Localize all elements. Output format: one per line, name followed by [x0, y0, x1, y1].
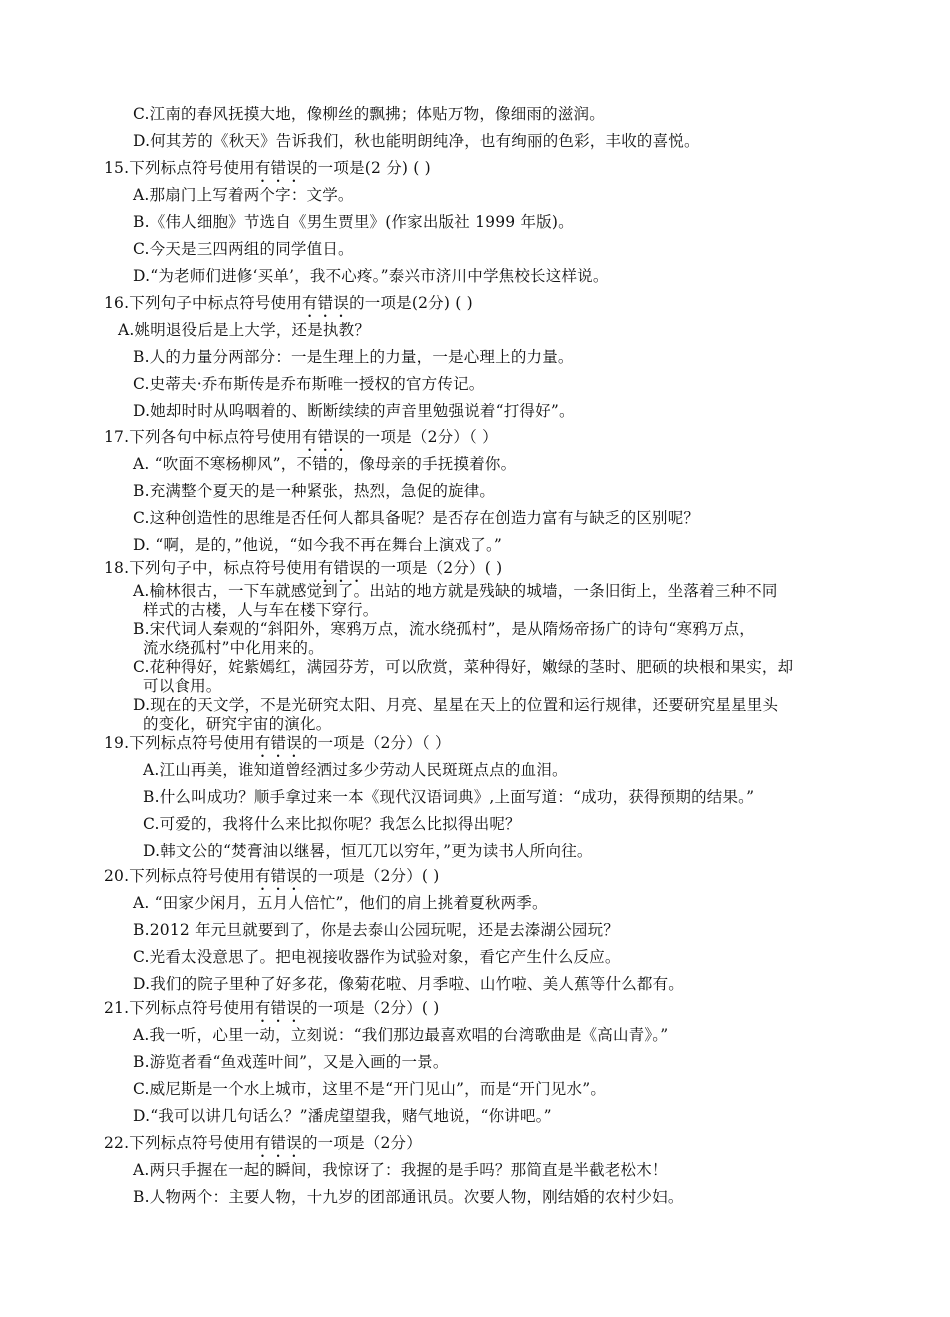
option-line — [133, 974, 684, 994]
option-line — [133, 347, 574, 367]
line-text: B.人的力量分两部分：一是生理上的力量，一是心理上的力量。 — [133, 348, 574, 366]
option-line — [133, 1160, 668, 1180]
option-line — [133, 131, 700, 151]
line-text: B.游览者看“鱼戏莲叶间”，又是入画的一景。 — [133, 1053, 449, 1071]
emphasized-text: 有错误 — [301, 428, 350, 446]
line-text: 17.下列各句中标点符号使用 — [104, 428, 302, 446]
line-text: D. “啊，是的，”他说，“如今我不再在舞台上演戏了。” — [133, 536, 503, 554]
option-line — [133, 1079, 606, 1099]
question-line — [104, 427, 498, 455]
option-line — [133, 374, 484, 394]
option-line — [133, 401, 575, 421]
line-text: 流水绕孤村”中化用来的。 — [143, 639, 324, 657]
line-text: D.何其芳的《秋天》告诉我们，秋也能明朗纯净，也有绚丽的色彩，丰收的喜悦。 — [133, 132, 700, 150]
line-text: B.充满整个夏天的是一种紧张，热烈，急促的旋律。 — [133, 482, 496, 500]
line-text: B.宋代词人秦观的“斜阳外，寒鸦万点，流水绕孤村”，是从隋炀帝扬广的诗句“寒鸦万点， — [133, 620, 755, 638]
line-text: A.江山再美，谁知道曾经洒过多少劳动人民斑斑点点的血泪。 — [143, 761, 568, 779]
option-line — [133, 893, 548, 913]
line-text: C.江南的春风抚摸大地，像柳丝的飘拂；体贴万物，像细雨的滋润。 — [133, 105, 605, 123]
line-text: D.现在的天文学，不是光研究太阳、月亮、星星在天上的位置和运行规律，还要研究星星里头 — [133, 696, 779, 714]
line-text: C.今天是三四两组的同学值日。 — [133, 240, 354, 258]
option-line — [143, 841, 593, 861]
option-line — [133, 1187, 684, 1207]
line-text: C.可爱的，我将什么来比拟你呢？我怎么比拟得出呢？ — [143, 815, 521, 833]
option-line — [133, 212, 574, 232]
line-text: 的一项是（2分）（ ） — [349, 428, 498, 446]
line-text: C.史蒂夫·乔布斯传是乔布斯唯一授权的官方传记。 — [133, 375, 485, 393]
option-line — [133, 1106, 552, 1126]
option-line — [133, 104, 605, 124]
emphasized-text: 有错误 — [301, 294, 350, 312]
line-text: B.2012 年元旦就要到了，你是去泰山公园玩呢，还是去溱湖公园玩？ — [133, 921, 619, 939]
option-line — [133, 239, 354, 259]
line-text: C.威尼斯是一个水上城市，这里不是“开门见山”，而是“开门见水”。 — [133, 1080, 607, 1098]
line-text: 18.下列句子中，标点符号使用 — [104, 559, 318, 577]
option-line — [133, 266, 609, 286]
line-text: A.那扇门上写着两个字：文学。 — [133, 186, 354, 204]
option-line — [133, 920, 619, 940]
line-text: 的一项是（2分）（ ） — [301, 734, 451, 752]
option-line — [133, 481, 495, 501]
option-line — [133, 185, 354, 205]
question-line — [104, 158, 431, 186]
line-text: C.花种得好，姹紫嫣红，满园芬芳，可以欣赏，菜种得好，嫩绿的茎时、肥硕的块根和果实，却 — [133, 658, 794, 676]
line-text: A.榆林很古，一下车就感觉到了。出站的地方就是残缺的城墙，一条旧街上，坐落着三种不同 — [133, 582, 778, 600]
option-line — [143, 760, 568, 780]
emphasized-text: 有错误 — [254, 734, 302, 752]
option-line — [133, 535, 502, 555]
line-text: D.韩文公的“焚膏油以继晷，恒兀兀以穷年，”更为读书人所向往。 — [143, 842, 593, 860]
line-text: 样式的古楼，人与车在楼下穿行。 — [143, 601, 379, 619]
line-text: B.《伟人细胞》节选自《男生贾里》(作家出版社 1999 年版)。 — [133, 213, 574, 231]
emphasized-text: 有错误 — [254, 1134, 302, 1152]
option-line — [133, 508, 699, 528]
emphasized-text: 有错误 — [254, 867, 302, 885]
line-text: 可以食用。 — [143, 677, 222, 695]
line-text: A.两只手握在一起的瞬间，我惊讶了：我握的是手吗？那简直是半截老松木！ — [133, 1161, 668, 1179]
emphasized-text: 有错误 — [317, 559, 365, 577]
option-line — [133, 947, 621, 967]
line-text: A.我一听，心里一动，立刻说：“我们那边最喜欢唱的台湾歌曲是《高山青》。” — [133, 1026, 669, 1044]
option-line — [133, 581, 778, 601]
line-text: 16.下列句子中标点符号使用 — [104, 294, 302, 312]
line-text: 22.下列标点符号使用 — [104, 1134, 255, 1152]
option-line — [133, 454, 516, 474]
line-text: 的一项是（2分）( ) — [301, 867, 440, 885]
line-text: B.什么叫成功？顺手拿过来一本《现代汉语词典》,上面写道：“成功，获得预期的结果。” — [143, 788, 755, 806]
line-text: B.人物两个：主要人物，十九岁的团部通讯员。次要人物，刚结婚的农村少妇。 — [133, 1188, 684, 1206]
option-line — [143, 714, 331, 734]
line-text: A.姚明退役后是上大学，还是执教？ — [118, 321, 371, 339]
option-line — [143, 787, 754, 807]
line-text: 的一项是(2 分) ( ) — [301, 159, 431, 177]
line-text: 20.下列标点符号使用 — [104, 867, 255, 885]
option-line — [133, 695, 778, 715]
line-text: 19.下列标点符号使用 — [104, 734, 255, 752]
line-text: 的变化，研究宇宙的演化。 — [143, 715, 332, 733]
option-line — [118, 320, 370, 340]
option-line — [143, 600, 379, 620]
line-text: A. “田家少闲月，五月人倍忙”，他们的肩上挑着夏秋两季。 — [133, 894, 548, 912]
line-text: 的一项是（2分）( ) — [301, 999, 440, 1017]
question-line — [104, 1133, 422, 1161]
emphasized-text: 有错误 — [254, 999, 302, 1017]
line-text: D.“为老师们进修‘买单’，我不心疼。”泰兴市济川中学焦校长这样说。 — [133, 267, 609, 285]
line-text: C.光看太没意思了。把电视接收器作为试验对象，看它产生什么反应。 — [133, 948, 621, 966]
option-line — [133, 657, 793, 677]
line-text: 的一项是(2分) ( ) — [349, 294, 473, 312]
question-line — [104, 293, 473, 321]
option-line — [133, 1052, 449, 1072]
line-text: C.这种创造性的思维是否任何人都具备呢？是否存在创造力富有与缺乏的区别呢？ — [133, 509, 700, 527]
line-text: 的一项是（2分） — [301, 1134, 422, 1152]
line-text: D.她却时时从呜咽着的、断断续续的声音里勉强说着“打得好”。 — [133, 402, 575, 420]
option-line — [143, 676, 222, 696]
line-text: D.“我可以讲几句话么？”潘虎望望我，赌气地说，“你讲吧。” — [133, 1107, 552, 1125]
line-text: A. “吹面不寒杨柳风”，不错的，像母亲的手抚摸着你。 — [133, 455, 517, 473]
emphasized-text: 有错误 — [254, 159, 302, 177]
line-text: 的一项是（2分）( ) — [364, 559, 503, 577]
option-line — [143, 638, 324, 658]
line-text: D.我们的院子里种了好多花，像菊花啦、月季啦、山竹啦、美人蕉等什么都有。 — [133, 975, 685, 993]
option-line — [133, 619, 755, 639]
question-line — [104, 866, 440, 894]
line-text: 15.下列标点符号使用 — [104, 159, 255, 177]
question-line — [104, 998, 440, 1026]
question-line — [104, 733, 451, 761]
option-line — [133, 1025, 668, 1045]
option-line — [143, 814, 521, 834]
line-text: 21.下列标点符号使用 — [104, 999, 255, 1017]
